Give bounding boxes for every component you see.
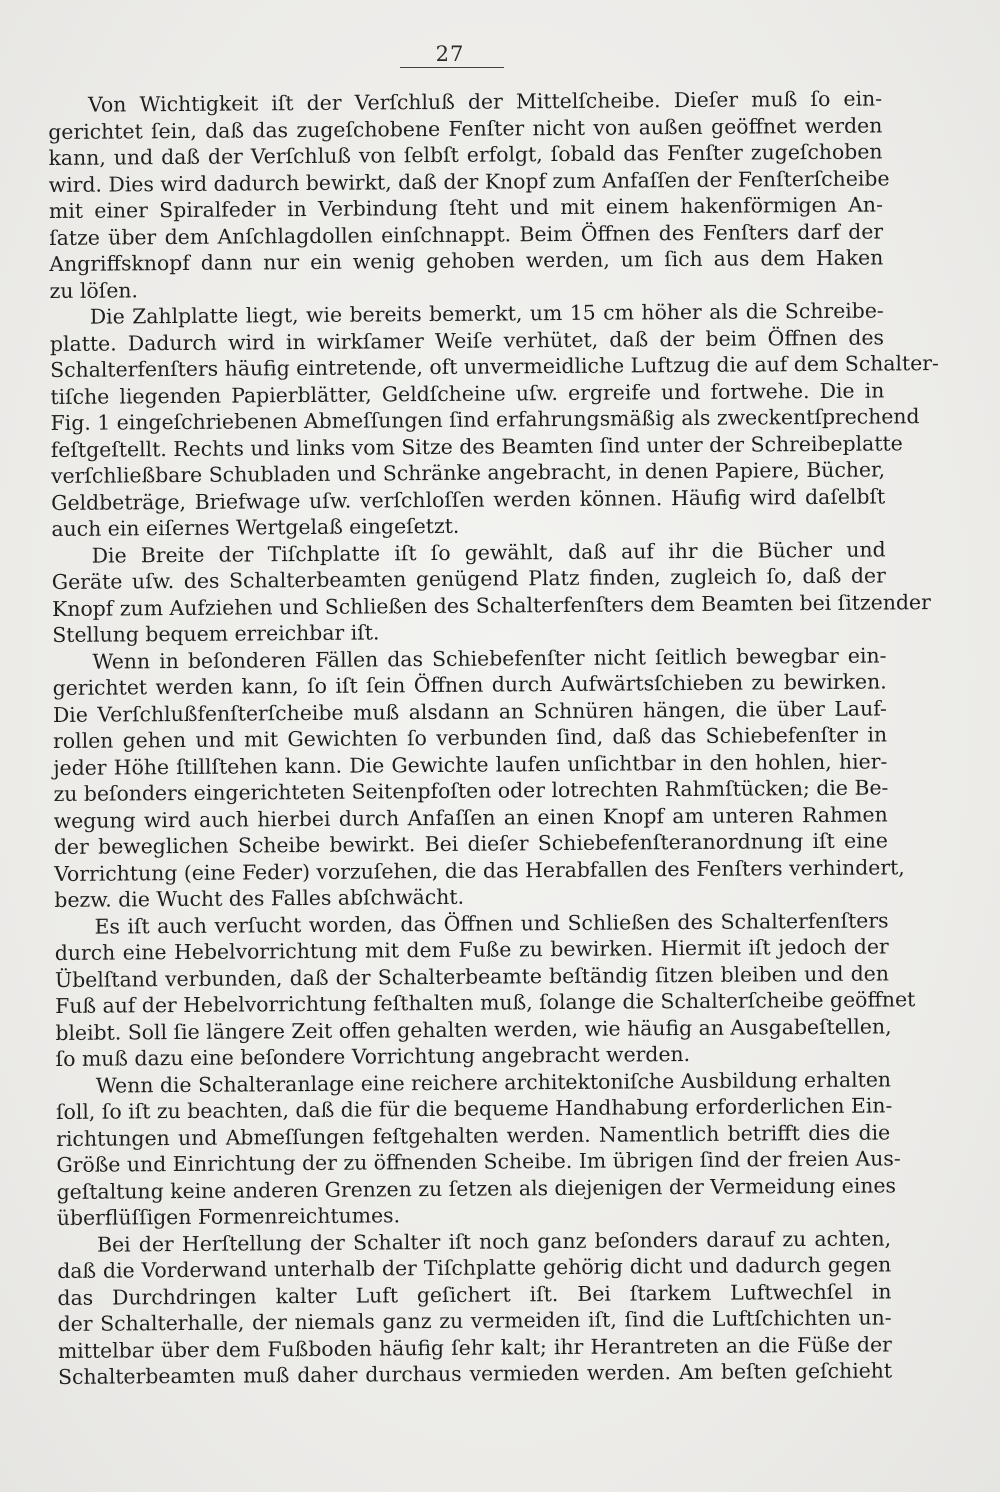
text-line: Geräte uſw. des Schalterbeamten genügend Platz finden, zugleich ſo, daß der: [51, 563, 886, 594]
text-line: jeder Höhe ſtillſtehen kann. Die Gewichte laufen unſichtbar in den hohlen, hier-: [53, 748, 888, 780]
text-line: rollen gehen und mit Gewichten ſo verbunden ſind, daß das Schiebefenſter in: [53, 722, 888, 753]
text-line: ſo muß dazu eine beſondere Vorrichtung angebracht werden.: [55, 1041, 691, 1071]
body-text: [48, 85, 940, 1390]
text-line: geſtaltung keine anderen Grenzen zu ſetzen als diejenigen der Vermeidung eines: [56, 1172, 897, 1204]
text-line: Vorrichtung (eine Feder) vorzuſehen, die das Herabfallen des Fenſters verhindert,: [54, 854, 905, 886]
page-number-rule: [400, 67, 504, 68]
text-line: Stellung bequem erreichbar iſt.: [52, 620, 380, 647]
text-line: platte. Dadurch wird in wirkſamer Weiſe verhütet, daß der beim Öffnen des: [49, 324, 885, 356]
text-line: bleibt. Soll ſie längere Zeit offen gehalten werden, wie häufig an Ausgabeſtellen,: [55, 1013, 892, 1045]
text-line: Bei der Herſtellung der Schalter iſt noch ganz beſonders darauf zu achten,: [96, 1225, 892, 1257]
text-line: ſatze über dem Anſchlagdollen einſchnappt. Beim Öffnen des Fenſters darf der: [49, 218, 884, 250]
text-line: durch eine Hebelvorrichtung mit dem Fuße zu bewirken. Hiermit iſt jedoch der: [54, 934, 889, 965]
text-line: Von Wichtigkeit iſt der Verſchluß der Mittelſcheibe. Dieſer muß ſo ein-: [88, 86, 883, 117]
text-line: der beweglichen Scheibe bewirkt. Bei dieſer Schiebefenſteranordnung iſt eine: [53, 828, 888, 859]
text-line: zu löſen.: [49, 277, 139, 303]
page-number: 27: [435, 42, 465, 66]
text-line: Geldbeträge, Briefwage uſw. verſchloſſen werden können. Häufig wird daſelbſt: [51, 483, 886, 515]
text-line: mittelbar über dem Fußboden häufig ſehr kalt; ihr Herantreten an die Füße der: [57, 1331, 892, 1363]
text-line: Größe und Einrichtung der zu öffnenden Scheibe. Im übrigen ſind der freien Aus-: [56, 1146, 901, 1177]
text-line: auch ein eiſernes Wertgelaß eingeſetzt.: [51, 513, 460, 541]
text-line: bezw. die Wucht des Falles abſchwächt.: [54, 884, 465, 912]
text-line: richtungen und Abmeſſungen feſtgehalten werden. Namentlich betrifft dies die: [56, 1119, 891, 1151]
text-line: Es iſt auch verſucht worden, das Öffnen und Schließen des Schalterfenſters: [94, 907, 889, 939]
paragraph: [52, 642, 905, 914]
text-line: Angriffsknopf dann nur ein wenig gehoben werden, um ſich aus dem Haken: [49, 245, 884, 276]
text-line: gerichtet ſein, daß das zugeſchobene Fenſter nicht von außen geöffnet werden: [48, 112, 883, 144]
text-line: Fuß auf der Hebelvorrichtung feſthalten muß, ſolange die Schalterſcheibe geöffnet: [55, 987, 916, 1018]
text-line: Schalterbeamten muß daher durchaus vermieden werden. Am beſten geſchieht: [57, 1358, 893, 1389]
text-line: Knopf zum Aufziehen und Schließen des Schalterfenſters dem Beamten bei ſitzender: [51, 589, 931, 621]
text-line: Die Verſchlußfenſterſcheibe muß alsdann an Schnüren hängen, die über Lauf-: [52, 695, 887, 727]
text-line: überflüſſigen Formenreichtumes.: [56, 1203, 401, 1230]
text-line: gerichtet werden kann, ſo iſt ſein Öffnen durch Aufwärtsſchieben zu bewirken.: [52, 669, 887, 700]
paragraph: [57, 1225, 892, 1391]
text-line: Die Breite der Tiſchplatte iſt ſo gewählt, daß auf ihr die Bücher und: [91, 536, 886, 568]
text-line: wird. Dies wird dadurch bewirkt, daß der Knopf zum Anfaſſen der Fenſterſcheibe: [48, 165, 890, 197]
text-line: Schalterfenſters häufig eintretende, oft unvermeidliche Luftzug die auf dem Schalter-: [50, 351, 940, 382]
paragraph: [54, 907, 916, 1073]
paragraph: [48, 85, 890, 304]
text-line: wegung wird auch hierbei durch Anfaſſen an einen Knopf am unteren Rahmen: [53, 801, 888, 833]
text-line: Wenn in beſonderen Fällen das Schiebefenſter nicht ſeitlich bewegbar ein-: [92, 642, 887, 674]
text-line: ſoll, ſo iſt zu beachten, daß die für die bequeme Handhabung erforderlichen Ein-: [55, 1093, 893, 1124]
paragraph: [49, 297, 940, 542]
text-line: verſchließbare Schubladen und Schränke angebracht, in denen Papiere, Bücher,: [50, 457, 886, 488]
text-line: tiſche liegenden Papierblätter, Geldſcheine uſw. ergreife und fortwehe. Die in: [50, 377, 885, 409]
text-line: das Durchdringen kalter Luft geſichert iſt. Bei ſtarkem Luftwechſel in: [57, 1278, 892, 1310]
text-line: daß die Vorderwand unterhalb der Tiſchplatte gehörig dicht und dadurch gegen: [57, 1252, 892, 1283]
paragraph: [55, 1066, 901, 1232]
text-line: Wenn die Schalteranlage eine reichere architektoniſche Ausbildung erhalten: [95, 1066, 892, 1098]
text-line: Die Zahlplatte liegt, wie bereits bemerkt, um 15 cm höher als die Schreibe-: [89, 298, 884, 329]
text-line: zu beſonders eingerichteten Seitenpfoſten oder lotrechten Rahmſtücken; die Be-: [53, 775, 889, 806]
text-line: kann, und daß der Verſchluß von ſelbſt erfolgt, ſobald das Fenſter zugeſchoben: [48, 139, 883, 170]
text-line: Fig. 1 eingeſchriebenen Abmeſſungen ſind erfahrungsmäßig als zweckentſprechend: [50, 404, 920, 435]
paragraph: [51, 536, 931, 649]
text-line: Übelſtand verbunden, daß der Schalterbeamte beſtändig ſitzen bleiben und den: [54, 960, 890, 992]
text-line: der Schalterhalle, der niemals ganz zu vermeiden iſt, ſind die Luftſchichten un-: [57, 1305, 892, 1336]
text-line: mit einer Spiralfeder in Verbindung ſteht und mit einem hakenförmigen An-: [48, 192, 884, 223]
text-line: feſtgeſtellt. Rechts und links vom Sitze des Beamten ſind unter der Schreibeplatte: [50, 430, 903, 462]
